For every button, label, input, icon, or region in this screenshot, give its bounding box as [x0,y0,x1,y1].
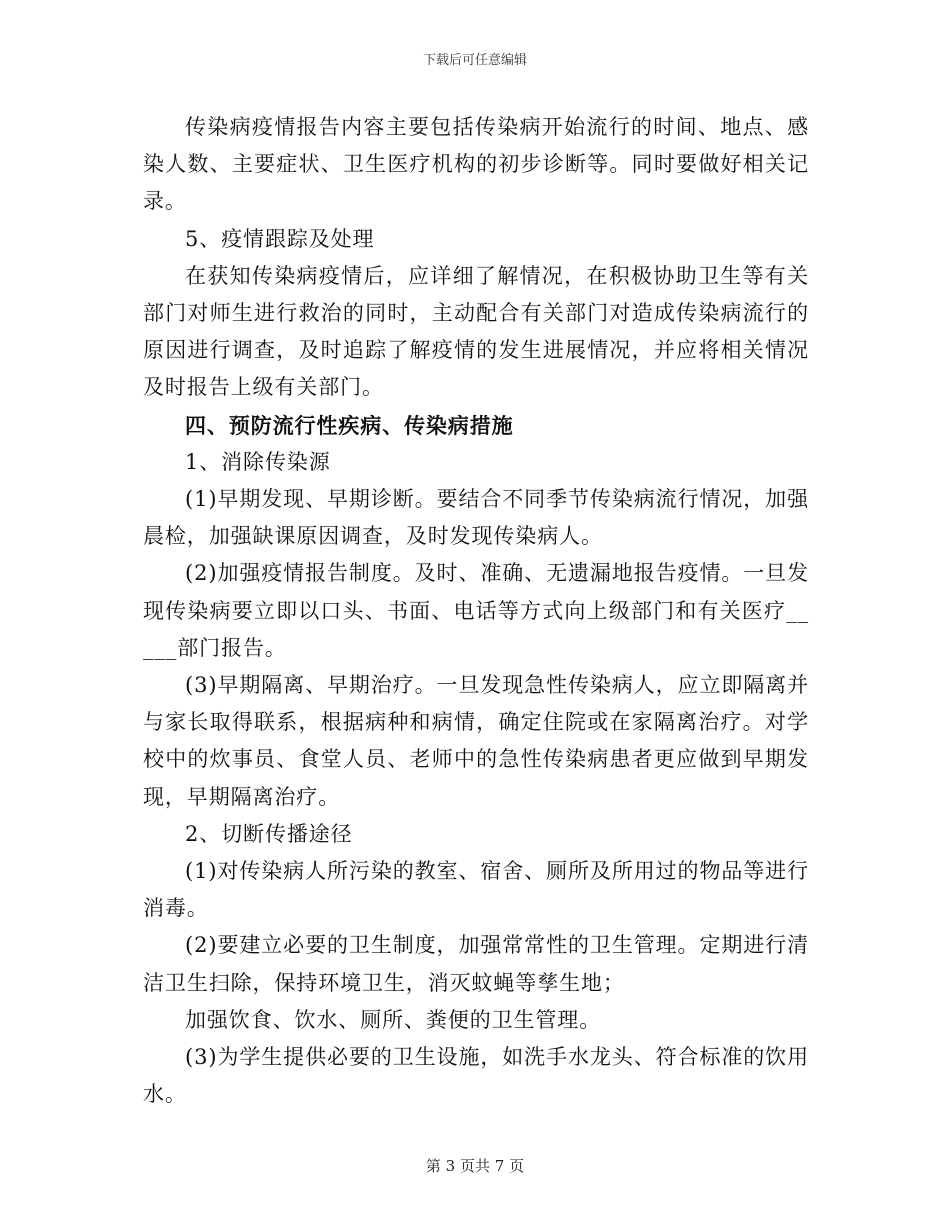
paragraph-food-water: 加强饮食、饮水、厕所、粪便的卫生管理。 [185,1007,602,1032]
subheading-eliminate-source: 1、消除传染源 [185,449,331,474]
paragraph-facilities: (3)为学生提供必要的卫生设施，如洗手水龙头、符合标准的饮用水。 [143,1045,809,1107]
paragraph-report-content: 传染病疫情报告内容主要包括传染病开始流行的时间、地点、感染人数、主要症状、卫生医疗机构的初步诊断等。同时要做好相关记录。 [143,115,809,214]
paragraph-tracking: 在获知传染病疫情后，应详细了解情况，在积极协助卫生等有关部门对师生进行救治的同时，主动配合有关部门对造成传染病流行的原因进行调查，及时追踪了解疫情的发生进展情况，并应将相关情况及时报告上级有关部门。 [143,263,809,400]
document-body [143,109,809,1113]
subheading-cut-transmission: 2、切断传播途径 [185,821,353,846]
page-number: 第 3 页共 7 页 [425,1157,525,1175]
paragraph-early-detection: (1)早期发现、早期诊断。要结合不同季节传染病流行情况，加强晨检，加强缺课原因调查，及时发现传染病人。 [143,487,809,549]
paragraph-reporting-system: (2)加强疫情报告制度。及时、准确、无遗漏地报告疫情。一旦发现传染病要立即以口头、书面、电话等方式向上级部门和有关医疗_____部门报告。 [143,561,809,660]
paragraph-disinfection: (1)对传染病人所污染的教室、宿舍、厕所及所用过的物品等进行消毒。 [143,859,809,921]
section-heading-prevention: 四、预防流行性疾病、传染病措施 [185,412,514,438]
page-header-note: 下载后可任意编辑 [422,53,527,68]
paragraph-early-isolation: (3)早期隔离、早期治疗。一旦发现急性传染病人，应立即隔离并与家长取得联系，根据病种和病情，确定住院或在家隔离治疗。对学校中的炊事员、食堂人员、老师中的急性传染病患者更应做到早期发现，早期隔离治疗。 [143,673,809,809]
subheading-tracking: 5、疫情跟踪及处理 [185,226,375,251]
paragraph-hygiene-system: (2)要建立必要的卫生制度，加强常常性的卫生管理。定期进行清洁卫生扫除，保持环境卫生，消灭蚊蝇等孳生地； [143,933,809,995]
